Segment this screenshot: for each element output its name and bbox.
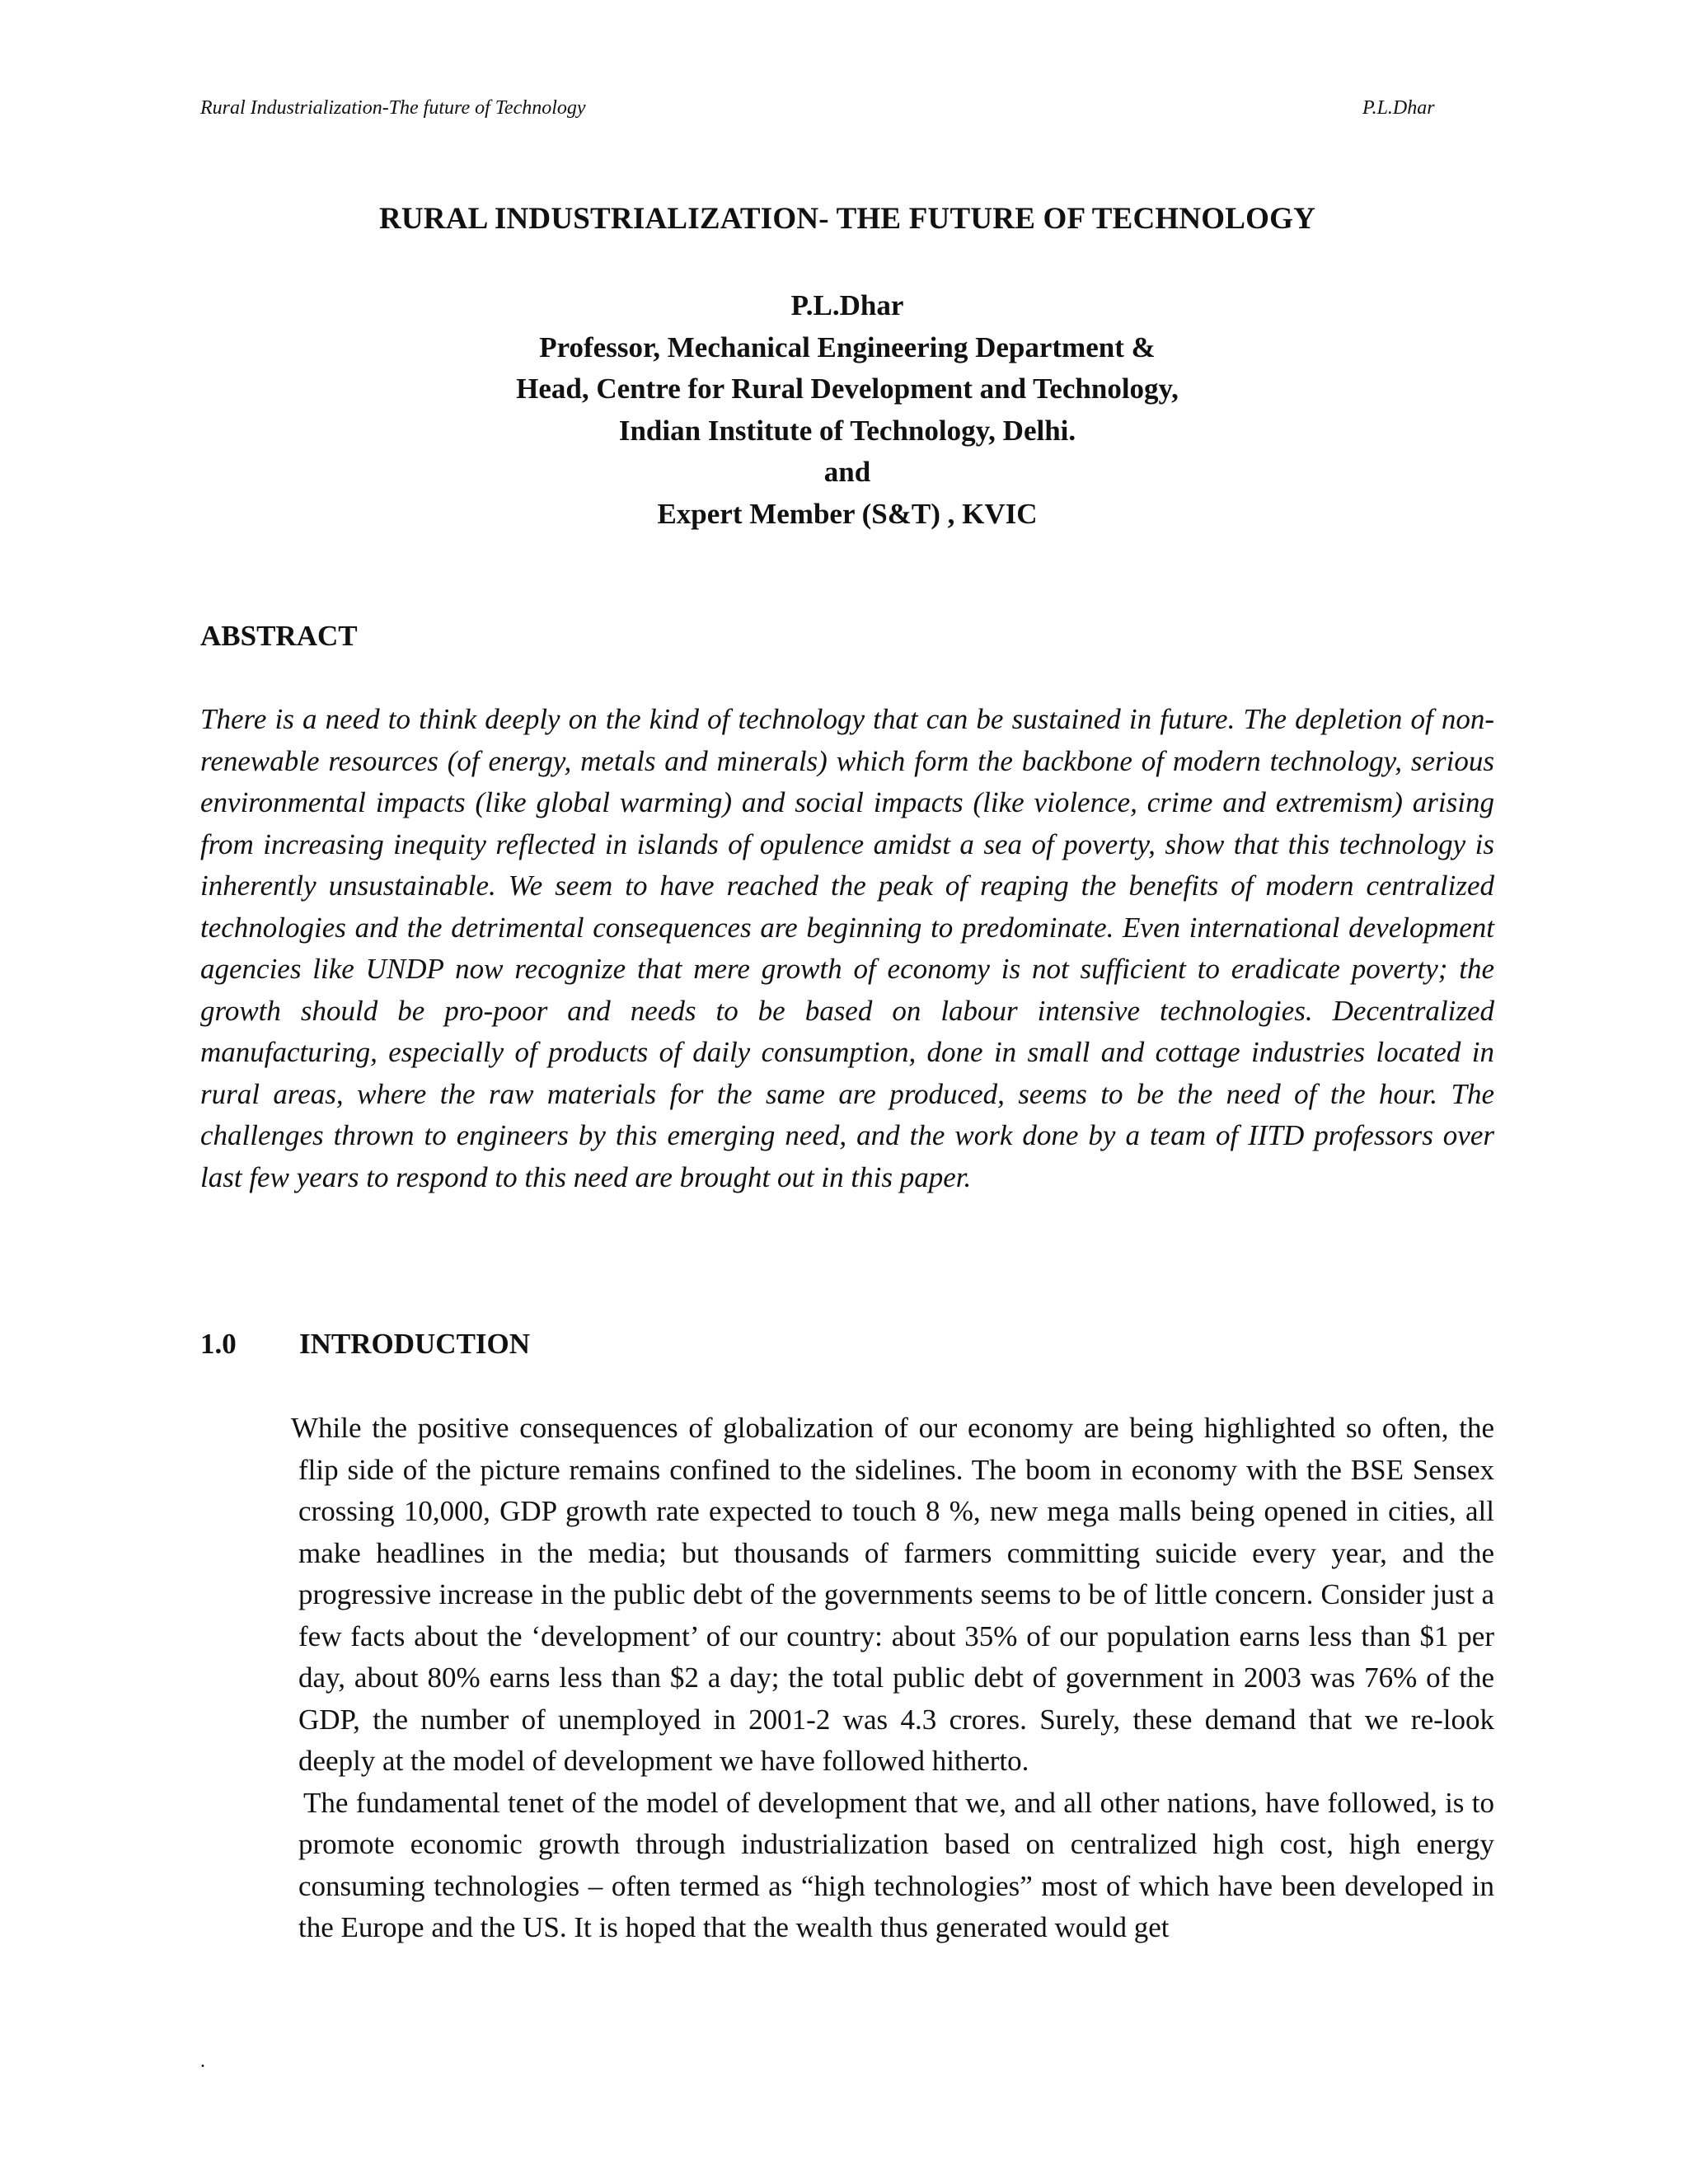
running-header-author: P.L.Dhar: [1362, 97, 1435, 119]
section-number: 1.0: [200, 1328, 237, 1360]
running-header-title: Rural Industrialization-The future of Technology: [200, 97, 586, 119]
abstract-heading: ABSTRACT: [200, 620, 358, 652]
author-affiliation-line: Head, Centre for Rural Development and Technology,: [516, 373, 1179, 405]
author-affiliation-line: Indian Institute of Technology, Delhi.: [618, 414, 1076, 447]
abstract-body: There is a need to think deeply on the kind of technology that can be sustained in future. The depletion of non-renewable resources (of energy, metals and minerals) which form the backbone of modern technology, serious environmental impacts (like global warming) and social impacts (like violence, crime and extremism) arising from increasing inequity reflected in islands of opulence amidst a sea of poverty, show that this technology is inherently unsustainable. We seem to have reached the peak of reaping the benefits of modern centralized technologies and the detrimental consequences are beginning to predominate. Even international development agencies like UNDP now recognize that mere growth of economy is not sufficient to eradicate poverty; the growth should be pro-poor and needs to be based on labour intensive technologies. Decentralized manufacturing, especially of products of daily consumption, done in small and cottage industries located in rural areas, where the raw materials for the same are produced, seems to be the need of the hour. The challenges thrown to engineers by this emerging need, and the work done by a team of IITD professors over last few years to respond to this need are brought out in this paper.: [200, 703, 1494, 1193]
author-name: P.L.Dhar: [790, 289, 904, 321]
paragraph: While the positive consequences of globalization of our economy are being highlighted so often, the flip side of the picture remains confined to the sidelines. The boom in economy with the BSE Sensex crossing 10,000, GDP growth rate expected to touch 8 %, new mega malls being opened in cities, all make headlines in the media; but thousands of farmers committing suicide every year, and the progressive increase in the public debt of the governments seems to be of little concern. Consider just a few facts about the ‘development’ of our country: about 35% of our population earns less than $1 per day, about 80% earns less than $2 a day; the total public debt of government in 2003 was 76% of the GDP, the number of unemployed in 2001-2 was 4.3 crores. Surely, these demand that we re-look deeply at the model of development we have followed hitherto.: [291, 1412, 1494, 1777]
footer-mark: .: [200, 2050, 205, 2072]
introduction-body: [291, 1408, 1494, 1949]
section-title: INTRODUCTION: [299, 1328, 531, 1360]
author-block: [200, 285, 1494, 535]
author-affiliation-line: and: [823, 456, 871, 488]
paragraph: The fundamental tenet of the model of development that we, and all other nations, have followed, is to promote economic growth through industrialization based on centralized high cost, high energy consuming technologies – often termed as “high technologies” most of which have been developed in the Europe and the US. It is hoped that the wealth thus generated would get: [298, 1786, 1494, 1943]
author-affiliation-line: Expert Member (S&T) , KVIC: [657, 497, 1038, 530]
paper-title: RURAL INDUSTRIALIZATION- THE FUTURE OF TECHNOLOGY: [378, 202, 1316, 236]
author-affiliation-line: Professor, Mechanical Engineering Department &: [539, 330, 1156, 363]
